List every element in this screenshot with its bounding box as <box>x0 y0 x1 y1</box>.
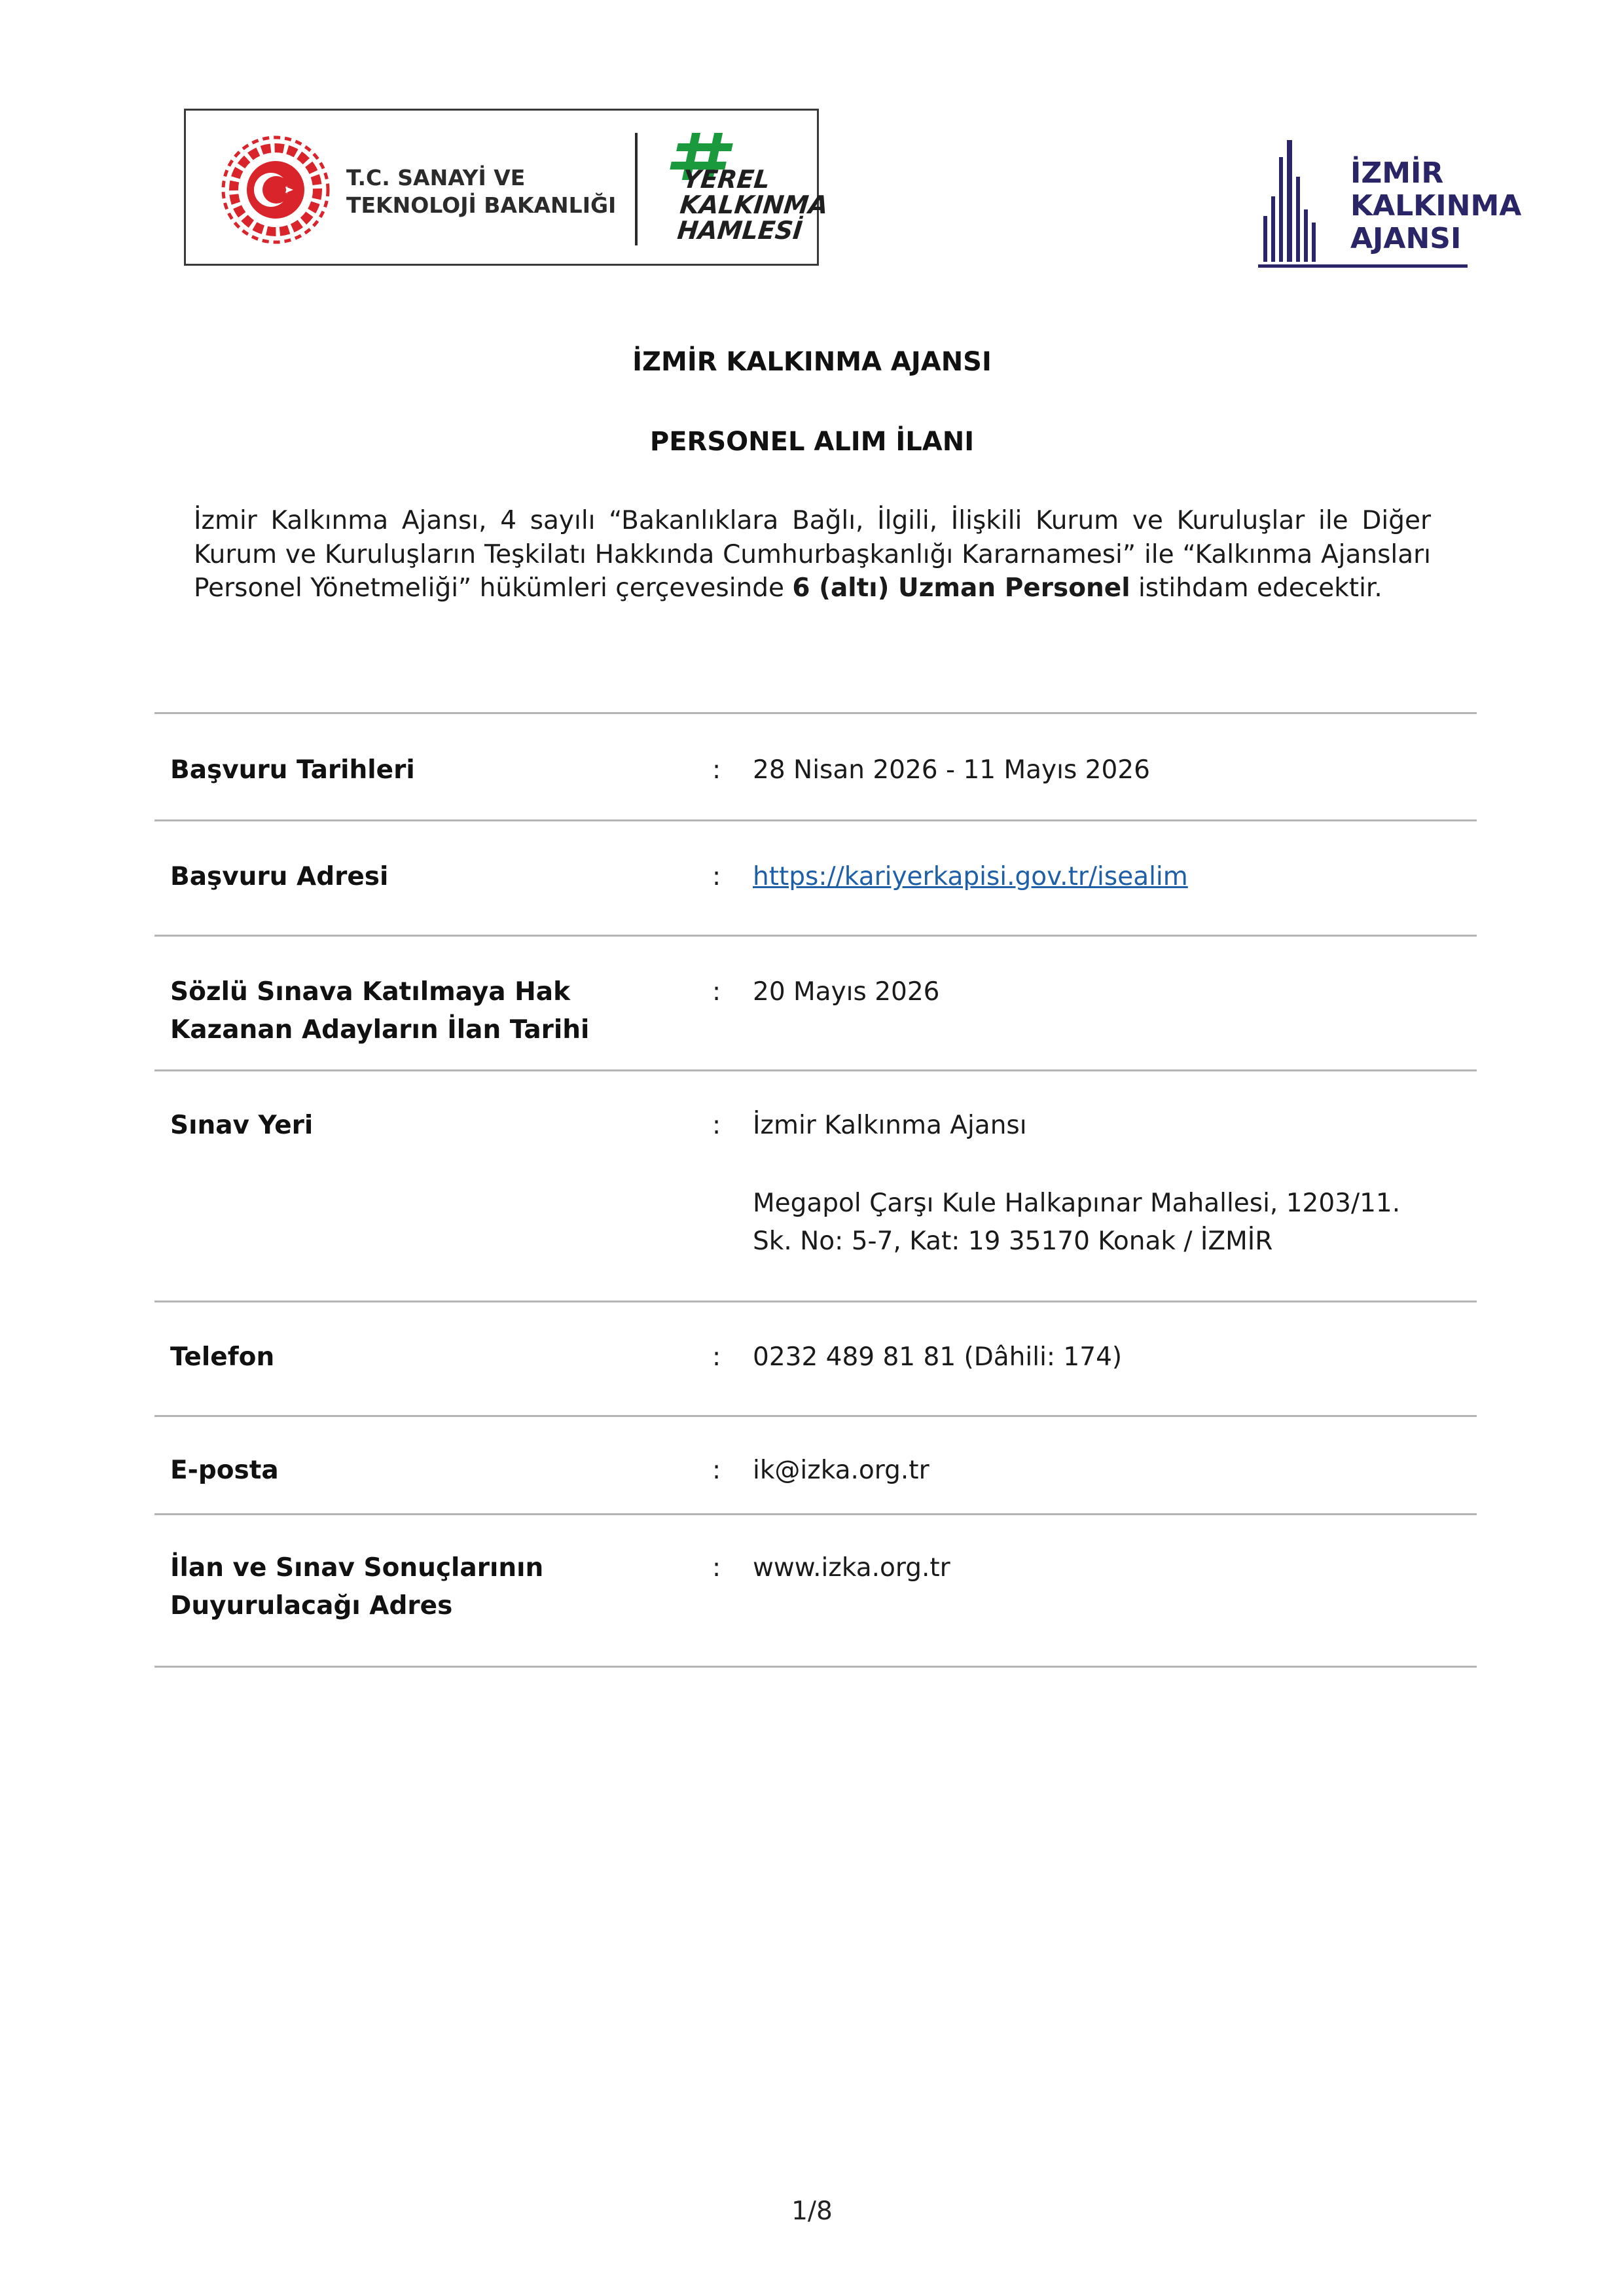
row-label: E-posta <box>170 1456 279 1485</box>
table-divider <box>154 1069 1477 1071</box>
campaign-name: YEREL KALKINMA HAMLESİ <box>676 165 830 245</box>
table-divider <box>154 935 1477 937</box>
row-label: Sınav Yeri <box>170 1111 314 1140</box>
logo-divider <box>635 133 638 245</box>
row-colon: : <box>712 862 721 891</box>
row-label: Başvuru Tarihleri <box>170 755 415 785</box>
table-divider <box>154 1415 1477 1417</box>
row-colon: : <box>712 755 721 785</box>
row-colon: : <box>712 1111 721 1140</box>
exam-location-name: İzmir Kalkınma Ajansı <box>753 1111 1027 1140</box>
intro-bold: 6 (altı) Uzman Personel <box>792 573 1130 603</box>
table-divider <box>154 1300 1477 1302</box>
application-link[interactable]: https://kariyerkapisi.gov.tr/isealim <box>753 862 1188 891</box>
row-colon: : <box>712 1553 721 1583</box>
row-colon: : <box>712 977 721 1007</box>
oral-exam-announcement-date: 20 Mayıs 2026 <box>753 977 940 1007</box>
row-label: İlan ve Sınav Sonuçlarının Duyurulacağı Adres <box>170 1553 544 1621</box>
table-divider <box>154 1513 1477 1515</box>
row-colon: : <box>712 1456 721 1485</box>
row-label: Telefon <box>170 1342 275 1372</box>
exam-location-address: Megapol Çarşı Kule Halkapınar Mahallesi, 1203/11. Sk. No: 5-7, Kat: 19 35170 Konak / İZMİR <box>753 1189 1401 1256</box>
agency-logo-underline <box>1258 264 1468 268</box>
ministry-name: T.C. SANAYİ VE TEKNOLOJİ BAKANLIĞI <box>346 165 617 218</box>
page-subtitle: PERSONEL ALIM İLANI <box>649 427 975 457</box>
row-label: Sözlü Sınava Katılmaya Hak Kazanan Adayların İlan Tarihi <box>170 977 590 1045</box>
page-title: İZMİR KALKINMA AJANSI <box>632 347 992 377</box>
row-label: Başvuru Adresi <box>170 862 389 891</box>
ministry-logo-box <box>184 109 830 266</box>
application-dates: 28 Nisan 2026 - 11 Mayıs 2026 <box>753 755 1150 785</box>
page-number: 1/8 <box>791 2197 833 2226</box>
agency-logo-text: İZMİR KALKINMA AJANSI <box>1350 156 1522 255</box>
table-divider <box>154 1666 1477 1668</box>
phone-number: 0232 489 81 81 (Dâhili: 174) <box>753 1342 1123 1372</box>
ministry-seal-icon <box>220 134 331 245</box>
table-divider <box>154 819 1477 821</box>
table-divider <box>154 712 1477 714</box>
intro-text-end: istihdam edecektir. <box>1130 573 1382 603</box>
intro-text: İzmir Kalkınma Ajansı, 4 sayılı “Bakanlıklara Bağlı, İlgili, İlişkili Kurum ve Kuruluşlar ile Diğer Kurum ve Kuruluşların Teşkilatı Hakkında Cumhurbaşkanlığı Kararnamesi” ile “Kalkınma Ajansları Personel Yönetmeliği” hükümleri çerçevesinde <box>194 506 1431 603</box>
intro-paragraph <box>194 504 1431 605</box>
results-website: www.izka.org.tr <box>753 1553 950 1583</box>
email-address: ik@izka.org.tr <box>753 1456 929 1485</box>
row-colon: : <box>712 1342 721 1372</box>
